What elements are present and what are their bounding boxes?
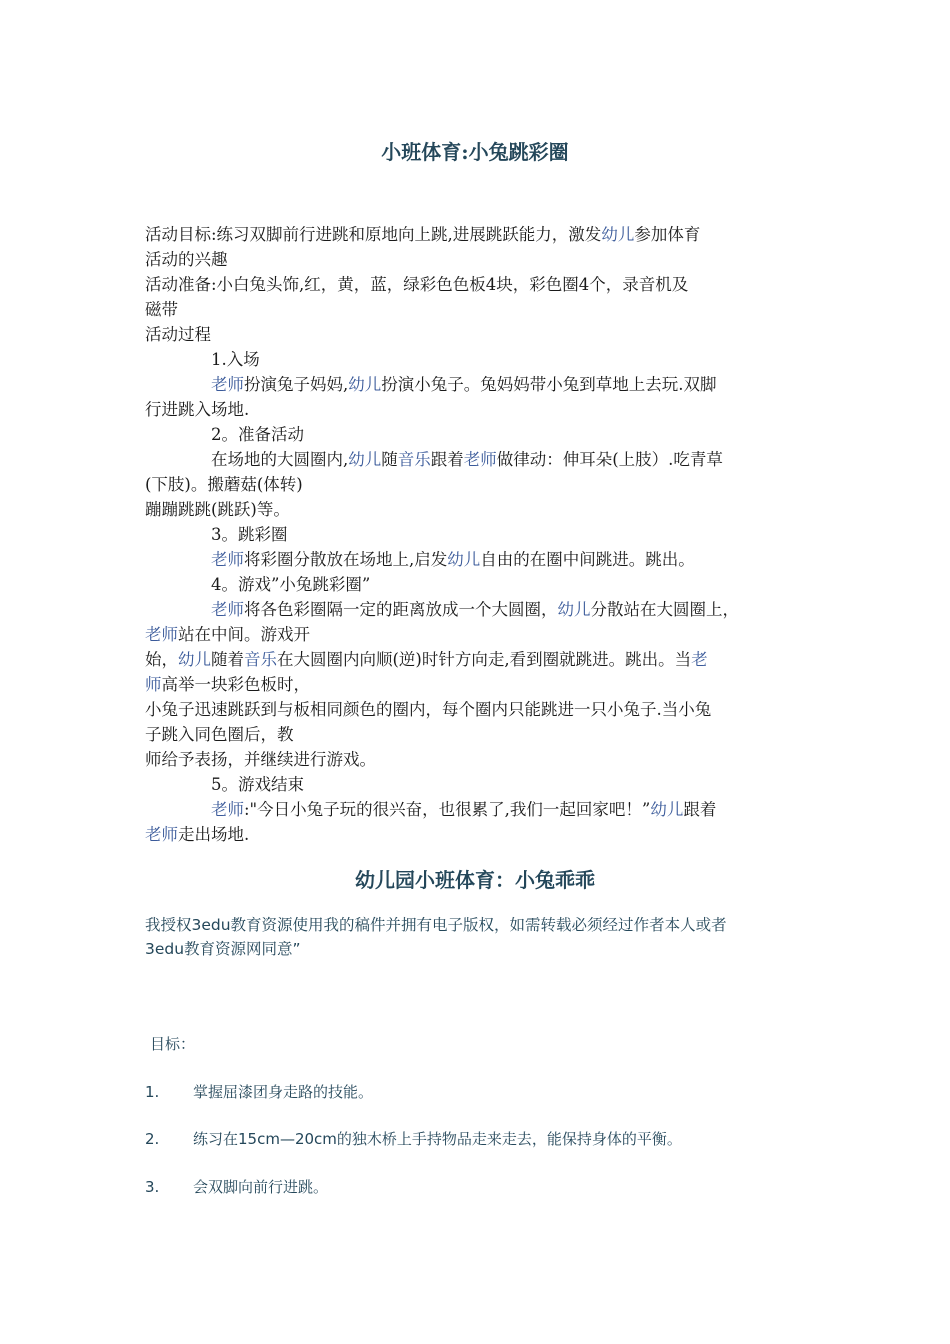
text-line — [145, 397, 810, 422]
text-line — [145, 697, 810, 722]
list-item — [145, 1081, 373, 1102]
text-span: 站在中间。游戏开 — [178, 625, 310, 644]
notice-line: 我授权3edu教育资源使用我的稿件并拥有电子版权，如需转载必须经过作者本人或者 — [145, 916, 727, 934]
activity-text — [145, 222, 810, 847]
goal-label: 目标： — [150, 1035, 196, 1053]
keyword-span: 老师 — [145, 625, 178, 644]
text-line — [145, 447, 810, 472]
keyword-span: 幼儿 — [178, 650, 211, 669]
text-span: 5。游戏结束 — [211, 775, 304, 794]
text-line — [145, 797, 810, 822]
keyword-span: 幼儿 — [650, 800, 684, 819]
text-line — [145, 672, 810, 697]
text-line — [145, 722, 810, 747]
copyright-notice — [145, 913, 810, 961]
text-span: 活动目标:练习双脚前行进跳和原地向上跳,进展跳跃能力，激发 — [145, 225, 602, 244]
text-span: 始， — [145, 650, 178, 669]
keyword-span: 幼儿 — [601, 225, 635, 244]
text-span: 行进跳入场地. — [145, 400, 250, 419]
text-span: 2。准备活动 — [211, 425, 304, 444]
text-line — [145, 547, 810, 572]
keyword-span: 幼儿 — [447, 550, 481, 569]
list-number: 1. — [145, 1083, 160, 1101]
text-line — [145, 747, 810, 772]
text-span: 4。游戏”小兔跳彩圈” — [211, 575, 371, 594]
keyword-span: 老师 — [211, 550, 244, 569]
text-span: 跟着 — [430, 450, 464, 469]
text-span: (下肢)。搬蘑菇(体转) — [145, 475, 303, 494]
title-second: 幼儿园小班体育：小兔乖乖 — [355, 868, 595, 892]
text-line — [145, 322, 810, 347]
list-text: 会双脚向前行进跳。 — [193, 1178, 329, 1196]
text-span: 师给予表扬，并继续进行游戏。 — [145, 750, 376, 769]
text-span: 扮演小兔子。兔妈妈带小兔到草地上去玩.双脚 — [381, 375, 717, 394]
text-line — [145, 647, 810, 672]
text-span: 在大圆圈内向顺(逆)时针方向走,看到圈就跳进。跳出。当 — [277, 650, 692, 669]
keyword-span: 幼儿 — [348, 450, 382, 469]
text-line — [145, 522, 810, 547]
text-span: 活动准备:小白兔头饰,红，黄，蓝，绿彩色色板4块，彩色圈4个，录音机及 — [145, 275, 689, 294]
text-line — [145, 247, 810, 272]
list-text: 掌握屈漆团身走路的技能。 — [193, 1083, 374, 1101]
keyword-span: 师 — [145, 675, 162, 694]
text-span: 随 — [381, 450, 398, 469]
text-line — [145, 372, 810, 397]
keyword-span: 音乐 — [397, 450, 431, 469]
text-line — [145, 422, 810, 447]
keyword-span: 幼儿 — [557, 600, 591, 619]
text-line — [145, 822, 810, 847]
text-span: 自由的在圈中间跳进。跳出。 — [480, 550, 695, 569]
keyword-span: 老师 — [463, 450, 497, 469]
text-span: 在场地的大圆圈内, — [211, 450, 349, 469]
keyword-span: 老师 — [211, 375, 244, 394]
list-number: 2. — [145, 1130, 160, 1148]
keyword-span: 老师 — [211, 800, 244, 819]
keyword-span: 老 — [691, 650, 708, 669]
text-line — [145, 622, 810, 647]
notice-line: 3edu教育资源网同意” — [145, 940, 301, 958]
text-line — [145, 597, 810, 622]
text-span: 磁带 — [145, 300, 178, 319]
keyword-span: 幼儿 — [348, 375, 382, 394]
text-line — [145, 222, 810, 247]
text-span: 子跳入同色圈后，教 — [145, 725, 294, 744]
text-span: 高举一块彩色板时， — [161, 675, 310, 694]
text-span: 小兔子迅速跳跃到与板相同颜色的圈内，每个圈内只能跳进一只小兔子.当小兔 — [145, 700, 712, 719]
text-line — [145, 272, 810, 297]
text-span: 随着 — [211, 650, 244, 669]
text-span: 扮演兔子妈妈, — [244, 375, 349, 394]
text-span: 1.入场 — [211, 350, 260, 369]
text-span: 蹦蹦跳跳(跳跃)等。 — [145, 500, 290, 519]
text-span: 分散站在大圆圈上， — [590, 600, 739, 619]
text-span: 活动的兴趣 — [145, 250, 228, 269]
text-line — [145, 472, 810, 497]
text-line — [145, 497, 810, 522]
list-text: 练习在15cm—20cm的独木桥上手持物品走来走去，能保持身体的平衡。 — [193, 1130, 682, 1148]
keyword-span: 老师 — [145, 825, 178, 844]
text-span: 3。跳彩圈 — [211, 525, 288, 544]
text-span: 将各色彩圈隔一定的距离放成一个大圆圈， — [244, 600, 558, 619]
keyword-span: 音乐 — [244, 650, 277, 669]
title-main: 小班体育:小兔跳彩圈 — [381, 140, 569, 164]
text-span: :"今日小兔子玩的很兴奋，也很累了,我们一起回家吧！” — [244, 800, 651, 819]
list-item — [145, 1128, 682, 1149]
text-span: 将彩圈分散放在场地上,启发 — [244, 550, 448, 569]
text-span: 活动过程 — [145, 325, 211, 344]
text-span: 参加体育 — [634, 225, 701, 244]
text-line — [145, 297, 810, 322]
text-span: 做律动：伸耳朵(上肢）.吃青草 — [496, 450, 723, 469]
text-line — [145, 772, 810, 797]
list-item — [145, 1176, 328, 1197]
text-line — [145, 347, 810, 372]
list-number: 3. — [145, 1178, 160, 1196]
text-span: 走出场地. — [178, 825, 250, 844]
text-line — [145, 572, 810, 597]
text-span: 跟着 — [683, 800, 717, 819]
keyword-span: 老师 — [211, 600, 244, 619]
